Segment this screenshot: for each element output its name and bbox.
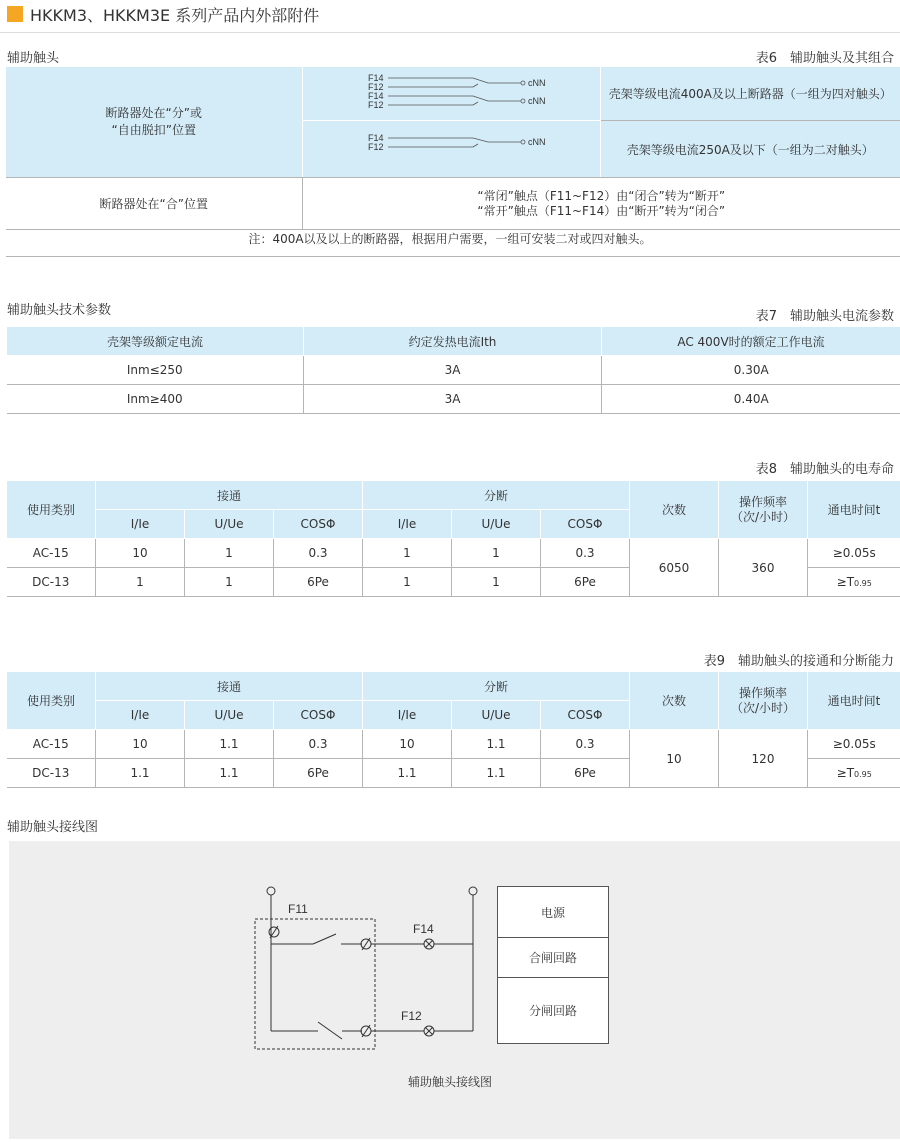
t6-row2-label: 断路器处在“合”位置 — [6, 178, 302, 230]
t6-row2-text-1: “常闭”触点（F11~F12）由“闭合”转为“断开” — [477, 188, 726, 203]
t8-frequency: 360 — [719, 539, 808, 597]
t8-sub-2: U/Ue — [185, 510, 274, 539]
terminal-left-icon — [267, 887, 275, 895]
t6-c4-nn-1: cNN — [527, 78, 545, 88]
label-f14: F14 — [413, 922, 434, 936]
t8-sub-3: COSΦ — [274, 510, 363, 539]
t8-h-make: 接通 — [96, 481, 363, 510]
table8-electrical-life — [6, 480, 900, 597]
t7-r1-c3: 0.30A — [602, 356, 900, 385]
t7-r2-c3: 0.40A — [602, 385, 900, 414]
t6-c2-label-1: F14 — [367, 133, 384, 143]
t9-r2-v2: 1.1 — [185, 759, 274, 788]
t6-note-divider — [6, 256, 900, 257]
t7-r2-c1: Inm≥400 — [7, 385, 304, 414]
t8-r1-v4: 1 — [363, 539, 452, 568]
table8-caption: 表8 辅助触头的电寿命 — [755, 462, 894, 477]
t9-r2-time-main: ≥T — [836, 766, 855, 780]
t6-c4-label-4: F12 — [367, 100, 384, 110]
t9-r2-v4: 1.1 — [363, 759, 452, 788]
t9-r1-time: ≥0.05s — [808, 730, 900, 759]
t9-h-time: 通电时间t — [808, 672, 900, 730]
t9-sub-2: U/Ue — [185, 701, 274, 730]
header-divider — [0, 32, 900, 33]
circuit-legend — [497, 886, 609, 1044]
t6-row2-text-2: “常开”触点（F11~F14）由“断开”转为“闭合” — [477, 203, 726, 218]
t7-r2-c2: 3A — [304, 385, 602, 414]
t9-r2-cat: DC-13 — [7, 759, 96, 788]
t9-sub-1: I/Ie — [96, 701, 185, 730]
t8-sub-6: COSΦ — [541, 510, 630, 539]
t9-r1-v1: 10 — [96, 730, 185, 759]
t9-r2-v5: 1.1 — [452, 759, 541, 788]
t8-h-frequency: 操作频率 （次/小时） — [719, 481, 808, 539]
t6-c4-label-3: F14 — [367, 91, 384, 101]
t8-r2-v4: 1 — [363, 568, 452, 597]
t9-r2-time — [808, 759, 900, 788]
t9-h-category: 使用类别 — [7, 672, 96, 730]
t9-r2-v6: 6Pe — [541, 759, 630, 788]
t8-r1-v3: 0.3 — [274, 539, 363, 568]
t8-r2-v5: 1 — [452, 568, 541, 597]
section-label-tech-params: 辅助触头技术参数 — [7, 303, 112, 318]
t8-r2-time-sub: 0.95 — [854, 579, 872, 588]
t6-c4-label-2: F12 — [367, 82, 384, 92]
table9-make-break-capacity — [6, 671, 900, 788]
t6-c4-nn-2: cNN — [527, 96, 545, 106]
t7-r1-c2: 3A — [304, 356, 602, 385]
t8-r2-v6: 6Pe — [541, 568, 630, 597]
t9-sub-4: I/Ie — [363, 701, 452, 730]
section-label-aux-contacts: 辅助触头 — [7, 51, 60, 66]
t8-sub-1: I/Ie — [96, 510, 185, 539]
t9-r2-v1: 1.1 — [96, 759, 185, 788]
t6-desc-400: 壳架等级电流400A及以上断路器（一组为四对触头） — [600, 67, 900, 121]
t8-r2-v1: 1 — [96, 568, 185, 597]
t9-sub-6: COSΦ — [541, 701, 630, 730]
t8-sub-4: I/Ie — [363, 510, 452, 539]
t9-h-make: 接通 — [96, 672, 363, 701]
t8-r1-cat: AC-15 — [7, 539, 96, 568]
t7-header-3: AC 400V时的额定工作电流 — [602, 327, 900, 356]
t8-r2-time-main: ≥T — [836, 575, 855, 589]
table9-caption: 表9 辅助触头的接通和分断能力 — [703, 654, 894, 669]
t8-r1-v5: 1 — [452, 539, 541, 568]
t8-sub-5: U/Ue — [452, 510, 541, 539]
t9-h-break: 分断 — [363, 672, 630, 701]
section-label-wiring: 辅助触头接线图 — [7, 820, 99, 835]
t8-r2-cat: DC-13 — [7, 568, 96, 597]
normally-open-contact-icon — [313, 934, 336, 944]
t9-sub-5: U/Ue — [452, 701, 541, 730]
legend-power: 电源 — [498, 887, 608, 938]
t6-row1-label: 断路器处在“分”或 “自由脱扣”位置 — [6, 67, 302, 178]
t9-r1-v5: 1.1 — [452, 730, 541, 759]
t9-count: 10 — [630, 730, 719, 788]
terminal-right-icon — [469, 887, 477, 895]
t9-r2-v3: 6Pe — [274, 759, 363, 788]
table6-contact-combinations — [6, 67, 900, 230]
table7-current-params — [6, 326, 900, 414]
t6-contact-diagram-2 — [302, 121, 600, 178]
legend-opening-circuit: 分闸回路 — [528, 1004, 577, 1018]
t9-r1-cat: AC-15 — [7, 730, 96, 759]
t8-r1-v1: 10 — [96, 539, 185, 568]
t8-r1-time: ≥0.05s — [808, 539, 900, 568]
t8-h-category: 使用类别 — [7, 481, 96, 539]
diagram-caption: 辅助触头接线图 — [407, 1075, 492, 1089]
t8-h-count: 次数 — [630, 481, 719, 539]
label-f11: F11 — [288, 902, 308, 916]
t8-h-time: 通电时间t — [808, 481, 900, 539]
t8-r2-time — [808, 568, 900, 597]
header-accent-square — [7, 6, 23, 22]
t9-r1-v3: 0.3 — [274, 730, 363, 759]
t9-sub-3: COSΦ — [274, 701, 363, 730]
t9-frequency: 120 — [719, 730, 808, 788]
t9-r2-time-sub: 0.95 — [854, 770, 872, 779]
t7-header-2: 约定发热电流Ith — [304, 327, 602, 356]
t8-r2-v3: 6Pe — [274, 568, 363, 597]
t7-header-1: 壳架等级额定电流 — [7, 327, 304, 356]
normally-closed-contact-icon — [318, 1022, 342, 1039]
t8-r2-v2: 1 — [185, 568, 274, 597]
t9-r1-v6: 0.3 — [541, 730, 630, 759]
t9-r1-v4: 10 — [363, 730, 452, 759]
table6-caption: 表6 辅助触头及其组合 — [755, 51, 894, 66]
f11-enclosure — [255, 919, 375, 1049]
t9-r1-v2: 1.1 — [185, 730, 274, 759]
t6-contact-diagram-4 — [302, 67, 600, 121]
t7-r1-c1: Inm≤250 — [7, 356, 304, 385]
t9-h-frequency: 操作频率 （次/小时） — [719, 672, 808, 730]
t8-r1-v2: 1 — [185, 539, 274, 568]
page-title: HKKM3、HKKM3E 系列产品内外部附件 — [30, 6, 320, 25]
legend-closing-circuit: 合闸回路 — [498, 938, 608, 978]
wiring-diagram — [0, 841, 900, 1071]
t9-h-count: 次数 — [630, 672, 719, 730]
t8-r1-v6: 0.3 — [541, 539, 630, 568]
table7-caption: 表7 辅助触头电流参数 — [755, 309, 894, 324]
t6-note: 注：400A以及以上的断路器，根据用户需要，一组可安装二对或四对触头。 — [248, 232, 652, 246]
label-f12: F12 — [401, 1009, 422, 1023]
t6-c4-label-1: F14 — [367, 73, 384, 83]
t6-c2-nn: cNN — [527, 137, 545, 147]
t8-h-break: 分断 — [363, 481, 630, 510]
t8-count: 6050 — [630, 539, 719, 597]
t6-desc-250: 壳架等级电流250A及以下（一组为二对触头） — [600, 121, 900, 178]
t6-c2-label-2: F12 — [367, 142, 384, 152]
